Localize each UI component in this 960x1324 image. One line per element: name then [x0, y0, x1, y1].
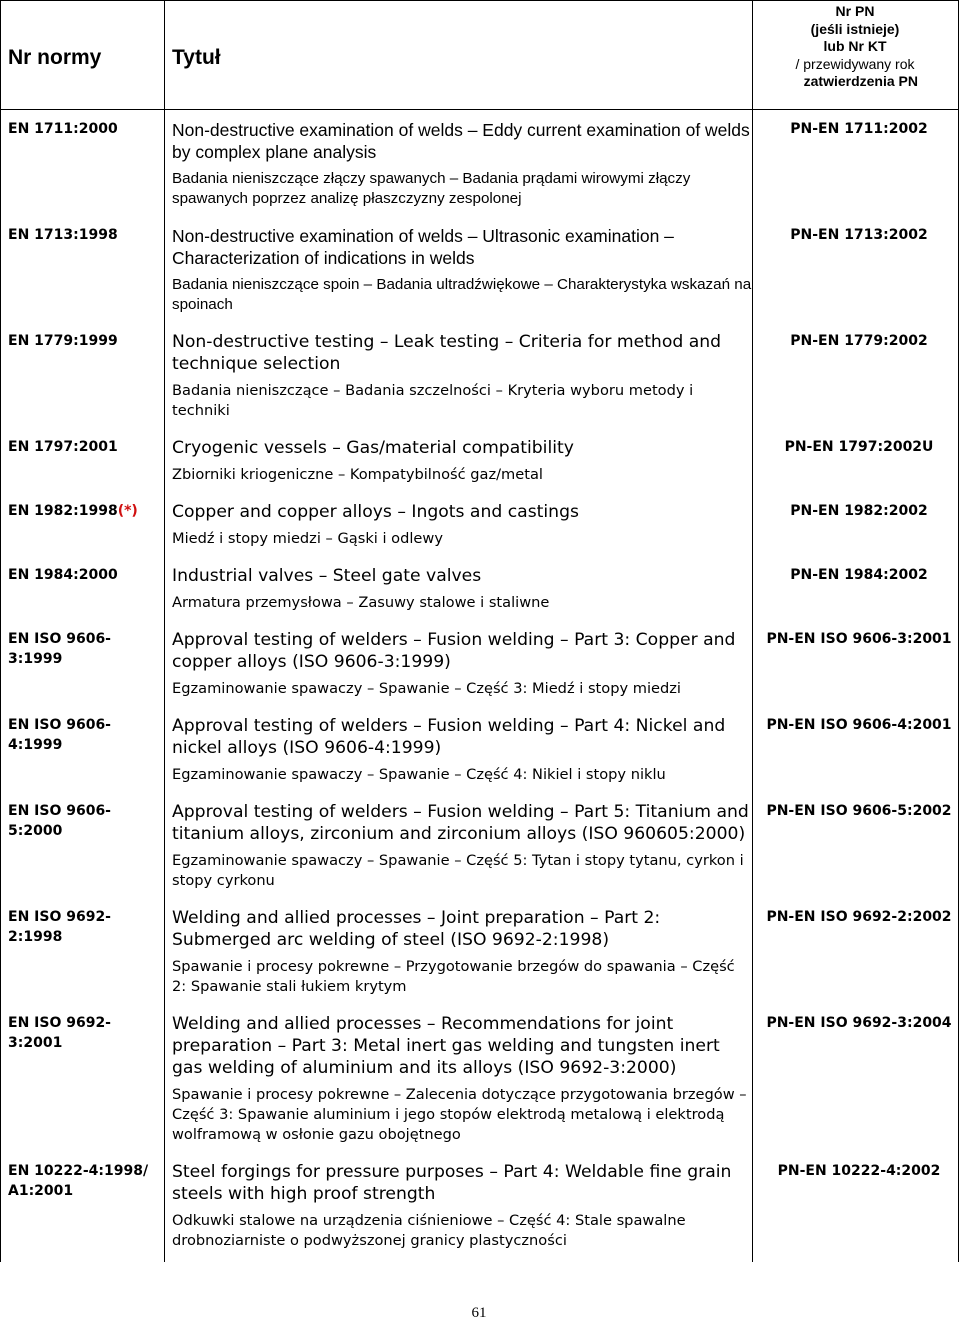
header-pn-line2: (jeśli istnieje)	[810, 20, 900, 37]
title-english: Non-destructive examination of welds – Ultrasonic examination – Characterization of indications in welds	[172, 226, 674, 268]
pn-number-cell	[753, 492, 959, 556]
standard-number-cell	[1, 216, 165, 322]
pn-number-cell	[753, 706, 959, 792]
standard-number-cell	[1, 792, 165, 898]
table-body	[1, 110, 959, 1316]
title-polish: Odkuwki stalowe na urządzenia ciśnieniowe – Część 4: Stale spawalne drobnoziarniste o podwyższonej granicy plastyczności	[172, 1212, 686, 1249]
table-row	[1, 492, 959, 556]
title-polish: Egzaminowanie spawaczy – Spawanie – Część 4: Nikiel i stopy niklu	[172, 766, 666, 783]
pn-number-cell	[753, 898, 959, 1004]
standard-number-cell	[1, 110, 165, 217]
title-cell	[165, 898, 753, 1004]
pn-number: PN-EN 1797:2002U	[784, 439, 934, 455]
pn-number-cell	[753, 322, 959, 428]
standard-number-cell	[1, 322, 165, 428]
pn-number: PN-EN 1713:2002	[790, 227, 928, 243]
title-polish: Egzaminowanie spawaczy – Spawanie – Część 3: Miedź i stopy miedzi	[172, 680, 681, 697]
title-cell	[165, 706, 753, 792]
standard-number-cell	[1, 706, 165, 792]
title-cell	[165, 620, 753, 706]
table-row	[1, 898, 959, 1004]
title-cell	[165, 792, 753, 898]
title-english: Welding and allied processes – Recommendations for joint preparation – Part 3: Metal inert gas welding and tungsten inert gas welding of aluminium and its alloys (ISO 9692-3:2000)	[172, 1014, 720, 1078]
standard-number: EN 1779:1999	[8, 333, 118, 349]
standard-number: EN ISO 9606-5:2000	[8, 803, 111, 839]
title-polish: Spawanie i procesy pokrewne – Przygotowanie brzegów do spawania – Część 2: Spawanie stali łukiem krytym	[172, 958, 735, 995]
title-english: Approval testing of welders – Fusion welding – Part 3: Copper and copper alloys (ISO 9606-3:1999)	[172, 630, 736, 672]
standard-number: EN 10222-4:1998/ A1:2001	[8, 1163, 149, 1199]
table-row	[1, 322, 959, 428]
header-pn-line1: Nr PN	[835, 3, 875, 19]
standard-number: EN 1984:2000	[8, 567, 118, 583]
title-polish: Badania nieniszczące – Badania szczelności – Kryteria wyboru metody i techniki	[172, 382, 694, 419]
pn-number: PN-EN 10222-4:2002	[777, 1163, 941, 1179]
standard-number-cell	[1, 1004, 165, 1152]
title-polish: Egzaminowanie spawaczy – Spawanie – Część 5: Tytan i stopy tytanu, cyrkon i stopy cyrkonu	[172, 852, 744, 889]
title-english: Approval testing of welders – Fusion welding – Part 5: Titanium and titanium alloys, zirconium and zirconium alloys (ISO 960605:2000)	[172, 802, 749, 844]
title-cell	[165, 492, 753, 556]
table-row	[1, 110, 959, 217]
header-pn-line5: zatwierdzenia PN	[803, 73, 918, 89]
header-title: Tytuł	[165, 1, 753, 110]
title-english: Approval testing of welders – Fusion welding – Part 4: Nickel and nickel alloys (ISO 9606-4:1999)	[172, 716, 726, 758]
pn-number: PN-EN 1984:2002	[790, 567, 928, 583]
pn-number: PN-EN ISO 9606-4:2001	[766, 717, 952, 733]
pn-number: PN-EN ISO 9692-2:2002	[766, 909, 952, 925]
standard-number: EN ISO 9692-2:1998	[8, 909, 111, 945]
title-polish: Badania nieniszczące spoin – Badania ultradźwiękowe – Charakterystyka wskazań na spoinach	[172, 276, 752, 313]
standard-number-cell	[1, 620, 165, 706]
pn-number: PN-EN 1982:2002	[790, 503, 928, 519]
standard-number-cell	[1, 492, 165, 556]
standard-number: EN ISO 9692-3:2001	[8, 1015, 111, 1051]
standard-number: EN 1711:2000	[8, 121, 118, 137]
standard-number: EN ISO 9606-3:1999	[8, 631, 111, 667]
pn-number: PN-EN ISO 9692-3:2004	[766, 1015, 952, 1031]
standard-number-cell	[1, 556, 165, 620]
title-polish: Miedź i stopy miedzi – Gąski i odlewy	[172, 530, 443, 547]
header-pn-line4: / przewidywany rok	[795, 55, 915, 72]
title-cell	[165, 556, 753, 620]
title-english: Copper and copper alloys – Ingots and castings	[172, 502, 579, 522]
page-number: 61	[471, 1305, 487, 1321]
header-standard-number: Nr normy	[1, 1, 165, 110]
pn-number: PN-EN ISO 9606-5:2002	[766, 803, 952, 819]
standard-number-cell	[1, 428, 165, 492]
pn-number: PN-EN 1779:2002	[790, 333, 928, 349]
table-row	[1, 1004, 959, 1152]
standard-number: EN 1982:1998	[8, 503, 118, 519]
pn-number-cell	[753, 1152, 959, 1258]
pn-number: PN-EN 1711:2002	[790, 121, 928, 137]
standard-number: EN 1797:2001	[8, 439, 118, 455]
table-row	[1, 620, 959, 706]
title-polish: Badania nieniszczące złączy spawanych – Badania prądami wirowymi złączy spawanych poprzez analizę płaszczyzny zespolonej	[172, 170, 691, 207]
standard-number-cell	[1, 1152, 165, 1258]
title-cell	[165, 322, 753, 428]
title-english: Steel forgings for pressure purposes – Part 4: Weldable fine grain steels with high proof strength	[172, 1162, 732, 1204]
pn-number: PN-EN ISO 9606-3:2001	[766, 631, 952, 647]
title-english: Non-destructive testing – Leak testing – Criteria for method and technique selection	[172, 332, 722, 374]
asterisk-mark: (*)	[117, 503, 138, 519]
title-cell	[165, 110, 753, 217]
pn-number-cell	[753, 428, 959, 492]
title-english: Cryogenic vessels – Gas/material compatibility	[172, 438, 574, 458]
header-pn-number	[753, 1, 959, 110]
title-cell	[165, 1152, 753, 1258]
table-row	[1, 428, 959, 492]
title-english: Non-destructive examination of welds – Eddy current examination of welds by complex plane analysis	[172, 120, 750, 162]
table-row	[1, 556, 959, 620]
standard-number: EN ISO 9606-4:1999	[8, 717, 111, 753]
pn-number-cell	[753, 620, 959, 706]
header-pn-line3: lub Nr KT	[823, 38, 887, 54]
standard-number-cell	[1, 898, 165, 1004]
title-english: Industrial valves – Steel gate valves	[172, 566, 482, 586]
title-polish: Zbiorniki kriogeniczne – Kompatybilność gaz/metal	[172, 466, 543, 483]
pn-number-cell	[753, 556, 959, 620]
table-row	[1, 706, 959, 792]
title-cell	[165, 428, 753, 492]
table-header	[1, 1, 959, 110]
title-polish: Armatura przemysłowa – Zasuwy stalowe i staliwne	[172, 594, 550, 611]
title-cell	[165, 216, 753, 322]
pn-number-cell	[753, 110, 959, 217]
pn-number-cell	[753, 792, 959, 898]
table-row	[1, 792, 959, 898]
table-row	[1, 1152, 959, 1258]
title-english: Welding and allied processes – Joint preparation – Part 2: Submerged arc welding of steel (ISO 9692-2:1998)	[172, 908, 661, 950]
pn-number-cell	[753, 216, 959, 322]
table-row	[1, 216, 959, 322]
title-polish: Spawanie i procesy pokrewne – Zalecenia dotyczące przygotowania brzegów – Część 3: Spawanie aluminium i jego stopów elektrodą metalową i elektrodą wolframową w osłonie gazu obojętnego	[172, 1086, 747, 1143]
standard-number: EN 1713:1998	[8, 227, 118, 243]
title-cell	[165, 1004, 753, 1152]
pn-number-cell	[753, 1004, 959, 1152]
